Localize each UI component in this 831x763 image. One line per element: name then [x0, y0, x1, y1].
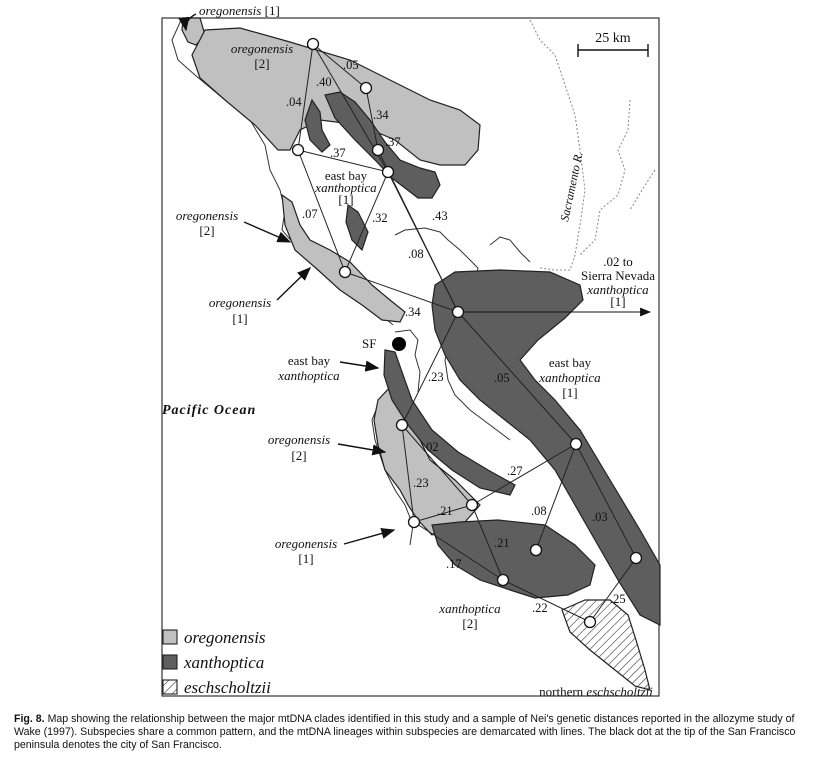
label-northern-eschscholtzii: northern eschscholtzii — [539, 684, 653, 699]
label-oregonensis-1-top: oregonensis [1] — [199, 3, 280, 18]
distance-label: .23 — [428, 370, 444, 384]
city-label: SF — [362, 336, 377, 351]
figure-caption — [14, 713, 819, 752]
scale-bar-label: 25 km — [595, 31, 631, 46]
label-oregonensis-2-top-name: oregonensis — [230, 41, 294, 56]
label-eastbay-xan-1-north-tag: [1] — [338, 192, 354, 207]
label-eastbay-xan-1-south-name: xanthoptica — [539, 370, 601, 385]
distance-label: .21 — [494, 536, 510, 550]
legend-swatch-oregonensis — [163, 630, 177, 644]
scale-bar — [578, 31, 648, 57]
legend-swatch-eschscholtzii — [163, 680, 177, 694]
label-oregonensis-1-left-name: oregonensis — [208, 295, 272, 310]
distance-label: .22 — [532, 601, 548, 615]
node — [498, 575, 509, 586]
eschscholtzii-region — [562, 600, 650, 690]
node — [308, 39, 319, 50]
ocean-label: Pacific Ocean — [162, 403, 257, 418]
label-oregonensis-1-south-tag: [1] — [298, 551, 314, 566]
label-sierra-name: xanthoptica — [587, 282, 649, 297]
label-xanthoptica-2-tag: [2] — [462, 616, 478, 631]
node — [383, 167, 394, 178]
distance-label: .43 — [432, 209, 448, 223]
label-sierra-line2: Sierra Nevada — [581, 268, 655, 283]
label-eastbay-xan-1-south-tag: [1] — [562, 385, 578, 400]
label-oregonensis-2-left-tag: [2] — [199, 223, 215, 238]
figure-caption-text: Map showing the relationship between the major mtDNA clades identified in this study and a sample of Nei's genetic distances reported in the allozyme study of Wake (1997). Subspecies share a common pattern, and the mtDNA lineages within subspecies are demarcated with lines. The black dot at the tip of the San Francisco peninsula denotes the city of San Francisco. — [14, 713, 796, 751]
label-oregonensis-2-south-tag: [2] — [291, 448, 307, 463]
distance-label: .05 — [494, 371, 510, 385]
node — [585, 617, 596, 628]
distance-label: .37 — [330, 146, 346, 160]
label-eastbay-xan-1-north-name: xanthoptica — [315, 180, 377, 195]
node — [397, 420, 408, 431]
legend-swatch-xanthoptica — [163, 655, 177, 669]
distance-label: .08 — [531, 504, 547, 518]
node — [373, 145, 384, 156]
label-sierra-tag: [1] — [610, 294, 626, 309]
label-oregonensis-2-top-tag: [2] — [254, 56, 270, 71]
legend-label-xanthoptica: xanthoptica — [184, 653, 265, 672]
node — [467, 500, 478, 511]
distance-label: .04 — [286, 95, 302, 109]
distance-label: .25 — [610, 592, 626, 606]
river-lines — [530, 20, 655, 270]
distance-label: .32 — [372, 211, 388, 225]
node — [631, 553, 642, 564]
distance-label: .21 — [437, 504, 453, 518]
node — [293, 145, 304, 156]
label-eastbay-xan-1-north-line1: east bay — [324, 168, 368, 183]
node — [361, 83, 372, 94]
distance-label: .37 — [385, 135, 401, 149]
label-oregonensis-1-left-tag: [1] — [232, 311, 248, 326]
legend-label-eschscholtzii: eschscholtzii — [184, 678, 271, 697]
node — [409, 517, 420, 528]
legend-label-oregonensis: oregonensis — [184, 628, 266, 647]
distance-label: .17 — [446, 557, 462, 571]
distance-label: .34 — [405, 305, 421, 319]
san-francisco-dot — [392, 337, 406, 351]
distance-label: .07 — [302, 207, 318, 221]
distance-label: .03 — [592, 510, 608, 524]
label-sierra-line1: .02 to — [603, 254, 633, 269]
label-oregonensis-1-south-name: oregonensis — [274, 536, 338, 551]
node — [453, 307, 464, 318]
figure-number: Fig. 8. — [14, 713, 45, 725]
label-oregonensis-2-left-name: oregonensis — [175, 208, 239, 223]
distance-label: .27 — [507, 464, 523, 478]
distance-label: .34 — [373, 108, 389, 122]
label-eastbay-xan-1-south-line1: east bay — [548, 355, 592, 370]
label-eastbay-xan-sf-line1: east bay — [287, 353, 331, 368]
distance-label: .02 — [423, 440, 439, 454]
legend — [163, 628, 271, 697]
label-oregonensis-2-south-name: oregonensis — [267, 432, 331, 447]
distance-label: .05 — [343, 58, 359, 72]
node — [531, 545, 542, 556]
node — [340, 267, 351, 278]
label-eastbay-xan-sf-name: xanthoptica — [278, 368, 340, 383]
distance-label: .40 — [316, 75, 332, 89]
distance-label: .08 — [408, 247, 424, 261]
distance-label: .23 — [413, 476, 429, 490]
label-xanthoptica-2-name: xanthoptica — [439, 601, 501, 616]
river-label: Sacramento R. — [557, 150, 586, 223]
node — [571, 439, 582, 450]
